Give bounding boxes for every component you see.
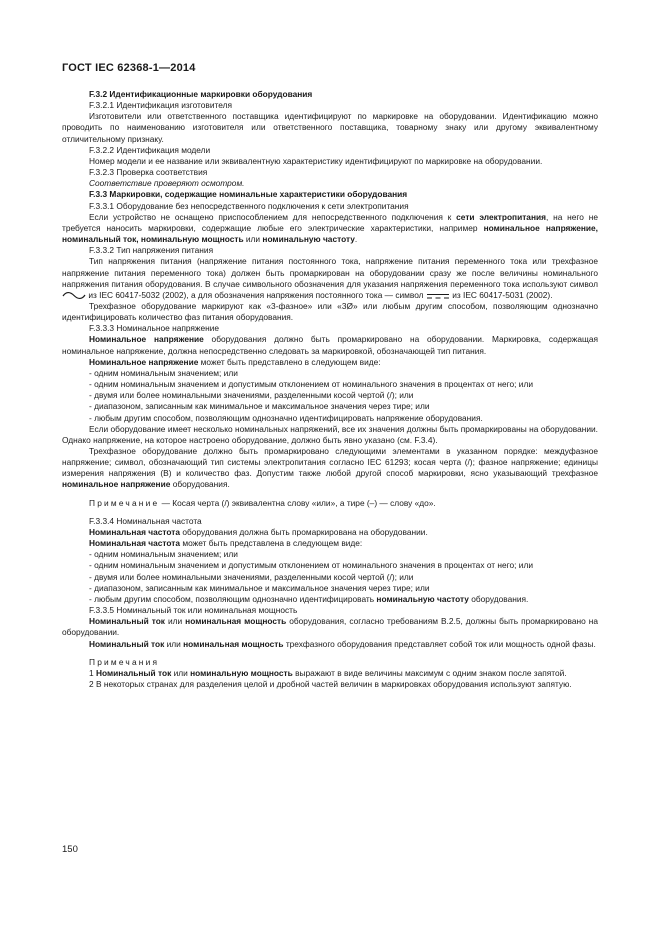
- subsection-heading: F.3.3.1 Оборудование без непосредственного подключения к сети электропитания: [89, 200, 409, 211]
- list-item: - двумя или более номинальными значениями, разделенными косой чертой (/); или: [89, 571, 414, 582]
- dc-lines-icon: [426, 292, 450, 300]
- subsection-heading: F.3.2.2 Идентификация модели: [89, 144, 211, 155]
- list-item: - двумя или более номинальными значениями, разделенными косой чертой (/); или: [89, 390, 414, 401]
- note: 2 В некоторых странах для разделения целой и дробной частей величин в маркировках оборудования используют запятую.: [89, 678, 572, 689]
- list-item: - любым другим способом, позволяющим однозначно идентифицировать напряжение оборудования.: [89, 412, 483, 423]
- paragraph: Номинальное напряжение может быть представлено в следующем виде:: [89, 356, 381, 367]
- subsection-heading: F.3.3.5 Номинальный ток или номинальная мощность: [89, 605, 298, 616]
- subsection-heading: F.3.2.1 Идентификация изготовителя: [89, 100, 232, 111]
- section-heading-f-3-3: F.3.3 Маркировки, содержащие номинальные характеристики оборудования: [89, 189, 408, 200]
- paragraph: Номер модели и ее название или эквивалентную характеристику идентифицируют по маркировке на оборудовании.: [89, 155, 543, 166]
- list-item: - диапазоном, записанным как минимальное и максимальное значения через тире; или: [89, 582, 430, 593]
- paragraph: Трехфазное оборудование маркируют как «3-фазное» или «3Ø» или любым другим способом, позволяющим однозначно идентифицировать количество фаз питания оборудования.: [62, 300, 598, 323]
- page-number: 150: [62, 844, 78, 855]
- list-item: - диапазоном, записанным как минимальное и максимальное значения через тире; или: [89, 401, 430, 412]
- list-item: - одним номинальным значением; или: [89, 367, 238, 378]
- notes-heading: Примечания: [89, 656, 160, 667]
- paragraph: Номинальный ток или номинальная мощность оборудования, согласно требованиям B.2.5, должны быть промаркировано на оборудовании.: [62, 616, 598, 638]
- paragraph: Номинальный ток или номинальная мощность трехфазного оборудования представляет собой ток или мощность одной фазы.: [89, 638, 596, 649]
- paragraph: Номинальное напряжение оборудования должно быть промаркировано на оборудовании. Маркировка, содержащая номинальное напряжение, должна непосредственно следовать за маркировкой, обозначающей тип питания.: [62, 334, 598, 356]
- list-item: - одним номинальным значением и допустимым отклонением от номинального значения в процентах от него; или: [89, 379, 533, 390]
- paragraph: Если оборудование имеет несколько номинальных напряжений, все их значения должны быть промаркированы на оборудовании. Однако напряжение, на которое настроено оборудование, должно быть явно указано (см. F.3.4).: [62, 423, 598, 445]
- paragraph: Номинальная частота оборудования должна быть промаркирована на оборудовании.: [89, 526, 428, 537]
- note: 1 Номинальный ток или номинальную мощность выражают в виде величины максимум с одним знаком после запятой.: [89, 667, 567, 678]
- page-body: [62, 89, 598, 690]
- paragraph: Трехфазное оборудование должно быть промаркировано следующими элементами в указанном порядке: междуфазное напряжение; символ, обозначающий тип системы электропитания согласно IEC 61293; косая черта (/); фазное напряжение; единицы измерения напряжения (В) и количество фаз. Допустим также любой другой способ маркировки, ясно указывающий трехфазное номинальное напряжение оборудования.: [62, 446, 598, 490]
- list-item: - одним номинальным значением; или: [89, 549, 238, 560]
- paragraph: Если устройство не оснащено приспособлением для непосредственного подключения к сети электропитания, на него не требуется наносить маркировки, содержащие любые его электрические характеристики, например номинальное напряжение, номинальный ток, номинальную мощность или номинальную частоту.: [62, 211, 598, 245]
- document-header: ГОСТ IEC 62368-1—2014: [62, 62, 196, 74]
- section-heading-f-3-2: F.3.2 Идентификационные маркировки оборудования: [89, 89, 313, 99]
- subsection-heading: F.3.3.3 Номинальное напряжение: [89, 323, 220, 334]
- ac-sine-icon: [62, 291, 86, 300]
- paragraph: Тип напряжения питания (напряжение питания постоянного тока, напряжение питания переменного тока или трехфазное напряжение питания переменного тока) должен быть промаркирован на оборудовании сразу же после величины номинального напряжения питания оборудования. В случае символьного обозначения для указания напряжения переменного тока используют символ из IEC 60417-5032 (2002), а для обозначения напряжения постоянного тока — символ из IEC 60417-5031 (2002).: [62, 256, 598, 300]
- subsection-heading: F.3.2.3 Проверка соответствия: [89, 167, 208, 178]
- note: Примечание — Косая черта (/) эквивалентна слову «или», а тире (–) — слову «до».: [89, 497, 436, 508]
- subsection-heading: F.3.3.2 Тип напряжения питания: [89, 245, 214, 256]
- subsection-heading: F.3.3.4 Номинальная частота: [89, 515, 202, 526]
- paragraph: Номинальная частота может быть представлена в следующем виде:: [89, 538, 363, 549]
- compliance-note: Соответствие проверяют осмотром.: [89, 178, 245, 189]
- list-item: - одним номинальным значением и допустимым отклонением от номинального значения в процентах от него; или: [89, 560, 533, 571]
- paragraph: Изготовители или ответственного поставщика идентифицируют по маркировке на оборудовании. Идентификацию можно проводить по наименованию изготовителя или ответственного поставщика, товарному знаку или другому эквивалентному отличительному признаку.: [62, 111, 598, 144]
- list-item: - любым другим способом, позволяющим однозначно идентифицировать номинальную частоту оборудования.: [89, 593, 529, 604]
